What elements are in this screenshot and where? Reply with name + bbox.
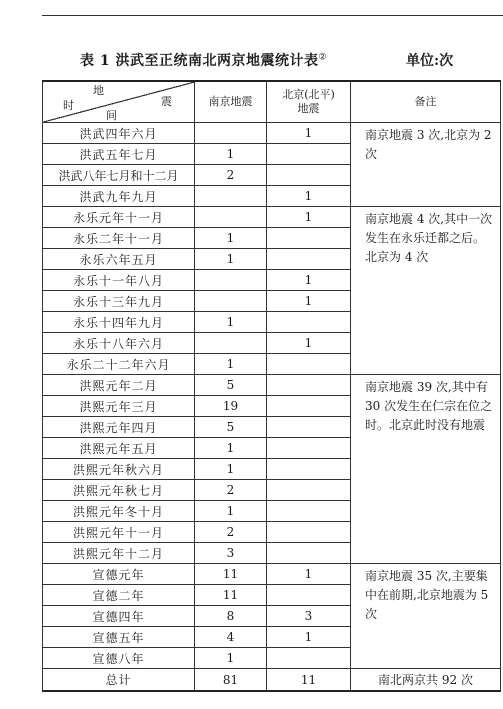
beijing-count-cell: 1 xyxy=(267,123,351,144)
table-caption-text: 表 1 洪武至正统南北两京地震统计表 xyxy=(80,53,319,69)
remark-cell-xuande: 南京地震 35 次,主要集中在前期,北京地震为 5 次 xyxy=(351,564,501,669)
nanjing-count-cell: 1 xyxy=(195,354,267,375)
earthquake-statistics-table xyxy=(42,80,501,692)
remark-cell-hongxi: 南京地震 39 次,其中有 30 次发生在仁宗在位之时。北京此时没有地震 xyxy=(351,375,501,564)
period-cell: 洪熙元年秋六月 xyxy=(43,459,195,480)
beijing-count-cell xyxy=(267,396,351,417)
period-cell: 永乐十四年九月 xyxy=(43,312,195,333)
nanjing-count-cell: 4 xyxy=(195,627,267,648)
table-title xyxy=(60,50,480,74)
header-beijing-line2: 地震 xyxy=(297,102,320,115)
beijing-count-cell: 3 xyxy=(267,606,351,627)
nanjing-count-cell: 8 xyxy=(195,606,267,627)
header-beijing-line1: 北京(北平) xyxy=(282,88,335,101)
period-cell: 永乐二十二年六月 xyxy=(43,354,195,375)
period-cell: 洪熙元年五月 xyxy=(43,438,195,459)
period-cell: 洪熙元年三月 xyxy=(43,396,195,417)
beijing-count-cell xyxy=(267,522,351,543)
period-cell: 洪武九年九月 xyxy=(43,186,195,207)
nanjing-count-cell: 5 xyxy=(195,375,267,396)
nanjing-count-cell: 11 xyxy=(195,585,267,606)
beijing-count-cell xyxy=(267,354,351,375)
remark-cell-hongwu: 南京地震 3 次,北京为 2 次 xyxy=(351,123,501,207)
nanjing-count-cell: 1 xyxy=(195,144,267,165)
period-cell: 洪武四年六月 xyxy=(43,123,195,144)
nanjing-count-cell: 1 xyxy=(195,501,267,522)
period-cell: 永乐元年十一月 xyxy=(43,207,195,228)
beijing-count-cell xyxy=(267,501,351,522)
period-cell: 洪熙元年四月 xyxy=(43,417,195,438)
period-cell: 洪熙元年十二月 xyxy=(43,543,195,564)
nanjing-count-cell: 11 xyxy=(195,564,267,585)
nanjing-count-cell: 5 xyxy=(195,417,267,438)
period-cell: 洪武八年七月和十二月 xyxy=(43,165,195,186)
remark-cell-yongle: 南京地震 4 次,其中一次发生在永乐迁都之后。北京为 4 次 xyxy=(351,207,501,375)
beijing-count-cell xyxy=(267,249,351,270)
header-label-interval: 间 xyxy=(106,109,117,122)
nanjing-count-cell: 1 xyxy=(195,438,267,459)
header-label-quake: 震 xyxy=(161,95,172,108)
total-beijing: 11 xyxy=(267,669,351,692)
header-diagonal-cell xyxy=(43,81,195,123)
period-cell: 永乐十一年八月 xyxy=(43,270,195,291)
header-row xyxy=(43,81,501,123)
nanjing-count-cell: 2 xyxy=(195,522,267,543)
beijing-count-cell: 1 xyxy=(267,207,351,228)
period-cell: 洪武五年七月 xyxy=(43,144,195,165)
nanjing-count-cell: 19 xyxy=(195,396,267,417)
beijing-count-cell: 1 xyxy=(267,291,351,312)
period-cell: 宣德四年 xyxy=(43,606,195,627)
period-cell: 永乐六年五月 xyxy=(43,249,195,270)
beijing-count-cell xyxy=(267,480,351,501)
period-cell: 宣德八年 xyxy=(43,648,195,669)
nanjing-count-cell xyxy=(195,186,267,207)
total-row xyxy=(43,669,501,692)
nanjing-count-cell xyxy=(195,291,267,312)
beijing-count-cell xyxy=(267,144,351,165)
table-row xyxy=(43,207,501,228)
page-top-rule xyxy=(42,15,503,16)
period-cell: 洪熙元年十一月 xyxy=(43,522,195,543)
table-row xyxy=(43,375,501,396)
header-label-time: 时 xyxy=(63,99,74,112)
total-remark: 南北两京共 92 次 xyxy=(351,669,501,692)
total-label: 总计 xyxy=(43,669,195,692)
nanjing-count-cell xyxy=(195,207,267,228)
beijing-count-cell: 1 xyxy=(267,186,351,207)
table-caption xyxy=(80,50,327,70)
period-cell: 洪熙元年冬十月 xyxy=(43,501,195,522)
nanjing-count-cell xyxy=(195,333,267,354)
footnote-mark: ② xyxy=(318,52,328,63)
period-cell: 永乐二年十一月 xyxy=(43,228,195,249)
nanjing-count-cell xyxy=(195,270,267,291)
beijing-count-cell xyxy=(267,585,351,606)
beijing-count-cell xyxy=(267,417,351,438)
table-unit: 单位:次 xyxy=(406,53,454,69)
header-beijing xyxy=(267,81,351,123)
beijing-count-cell: 1 xyxy=(267,627,351,648)
period-cell: 永乐十三年九月 xyxy=(43,291,195,312)
period-cell: 宣德元年 xyxy=(43,564,195,585)
header-label-place: 地 xyxy=(93,84,104,97)
beijing-count-cell xyxy=(267,543,351,564)
header-remarks: 备注 xyxy=(351,81,501,123)
nanjing-count-cell: 1 xyxy=(195,249,267,270)
header-nanjing: 南京地震 xyxy=(195,81,267,123)
beijing-count-cell: 1 xyxy=(267,333,351,354)
beijing-count-cell xyxy=(267,375,351,396)
nanjing-count-cell: 3 xyxy=(195,543,267,564)
nanjing-count-cell: 1 xyxy=(195,459,267,480)
nanjing-count-cell: 1 xyxy=(195,648,267,669)
table-row xyxy=(43,123,501,144)
period-cell: 宣德二年 xyxy=(43,585,195,606)
beijing-count-cell xyxy=(267,228,351,249)
nanjing-count-cell: 2 xyxy=(195,480,267,501)
nanjing-count-cell xyxy=(195,123,267,144)
period-cell: 宣德五年 xyxy=(43,627,195,648)
beijing-count-cell xyxy=(267,438,351,459)
beijing-count-cell xyxy=(267,648,351,669)
total-nanjing: 81 xyxy=(195,669,267,692)
beijing-count-cell xyxy=(267,312,351,333)
nanjing-count-cell: 2 xyxy=(195,165,267,186)
period-cell: 洪熙元年秋七月 xyxy=(43,480,195,501)
nanjing-count-cell: 1 xyxy=(195,312,267,333)
period-cell: 永乐十八年六月 xyxy=(43,333,195,354)
beijing-count-cell: 1 xyxy=(267,564,351,585)
beijing-count-cell xyxy=(267,459,351,480)
nanjing-count-cell: 1 xyxy=(195,228,267,249)
table-row xyxy=(43,564,501,585)
period-cell: 洪熙元年二月 xyxy=(43,375,195,396)
beijing-count-cell xyxy=(267,165,351,186)
beijing-count-cell: 1 xyxy=(267,270,351,291)
